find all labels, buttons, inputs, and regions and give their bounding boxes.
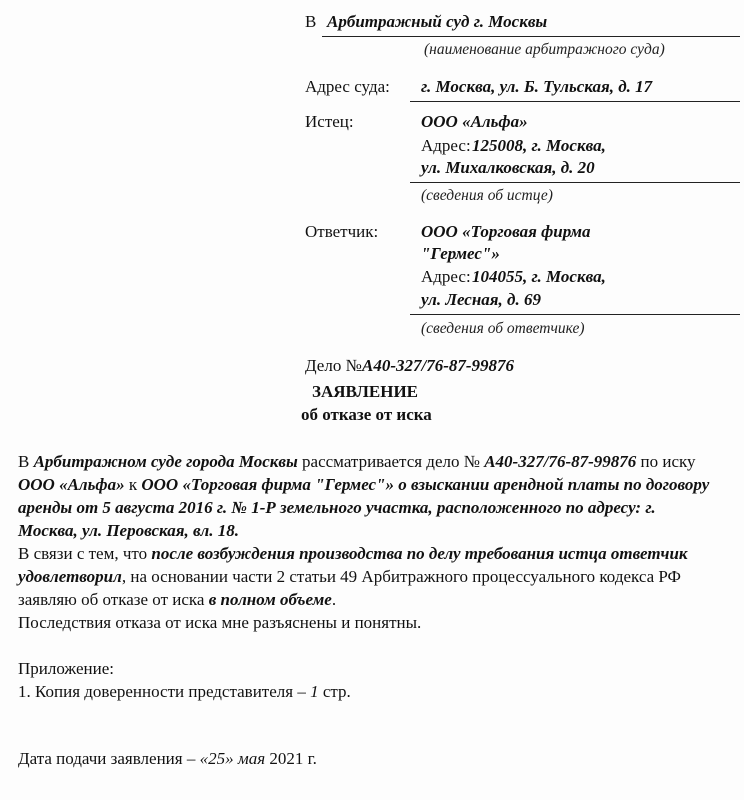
court-hint: (наименование арбитражного суда) [424,41,665,58]
document-subtitle: об отказе от иска [301,405,432,424]
p1-h: ООО «Торговая фирма "Гермес"» [141,475,394,494]
attachment-item-1-suffix: стр. [322,682,351,701]
court-name: Арбитражный суд г. Москвы [327,12,548,31]
body-paragraph-3: Последствия отказа от иска мне разъяснены и понятны. [18,613,422,632]
plaintiff-underline [410,182,740,183]
defendant-label: Ответчик: [305,222,379,241]
date-prefix: Дата подачи заявления – [18,749,196,768]
defendant-address-line2: ул. Лесная, д. 69 [421,290,541,309]
court-address-value: г. Москва, ул. Б. Тульская, д. 17 [421,77,653,96]
p1-d: А40-327/76-87-99876 [484,452,637,471]
body-paragraph-2 [18,542,718,611]
date-year: 2021 г. [269,749,317,768]
attachment-item-1-text: 1. Копия доверенности представителя – [18,682,306,701]
defendant-name-line1: ООО «Торговая фирма [421,222,591,241]
defendant-name-line2: "Гермес"» [421,244,500,263]
p2-c: , на основании части 2 статьи 49 Арбитражного процессуального кодекса РФ заявляю об отказе от иска [18,567,681,609]
plaintiff-label: Истец: [305,112,354,131]
p1-f: ООО «Альфа» [18,475,125,494]
p1-a: В [18,452,30,471]
p1-i: о взыскании арендной платы по договору аренды от 5 августа 2016 г. № 1-Р земельного участка, расположенного по адресу: г. Москва, ул. Перовская, вл. 18. [18,475,710,540]
court-prefix: В [305,12,317,31]
document-title: ЗАЯВЛЕНИЕ [312,382,419,401]
plaintiff-address-line1: 125008, г. Москва, [472,136,606,155]
submission-date [18,749,317,769]
p1-e: по иску [640,452,696,471]
case-number: А40-327/76-87-99876 [362,356,515,375]
date-month: мая [237,749,266,768]
case-prefix: Дело № [305,356,362,375]
p2-e: . [331,590,337,609]
court-name-underline [322,36,740,37]
court-address-label: Адрес суда: [305,77,390,96]
defendant-address-line1: 104055, г. Москва, [472,267,606,286]
p1-b: Арбитражном суде города Москвы [33,452,298,471]
body-paragraph-1 [18,450,718,542]
defendant-underline [410,314,740,315]
date-day: «25» [199,749,234,768]
plaintiff-hint: (сведения об истце) [421,187,553,204]
p2-d: в полном объеме [208,590,332,609]
p1-g: к [128,475,138,494]
court-address-underline [410,101,740,102]
p2-a: В связи с тем, что [18,544,148,563]
attachments-label: Приложение: [18,659,114,678]
p2-b: после возбуждения производства по делу требования истца ответчик удовлетворил [18,544,688,586]
defendant-hint: (сведения об ответчике) [421,320,585,337]
attachment-item-1-pages: 1 [310,682,319,701]
attachment-item-1 [18,682,351,702]
p1-c: рассматривается дело № [302,452,480,471]
plaintiff-address-prefix: Адрес: [421,136,471,155]
plaintiff-name: ООО «Альфа» [421,112,528,131]
plaintiff-address-line2: ул. Михалковская, д. 20 [421,158,595,177]
defendant-address-prefix: Адрес: [421,267,471,286]
